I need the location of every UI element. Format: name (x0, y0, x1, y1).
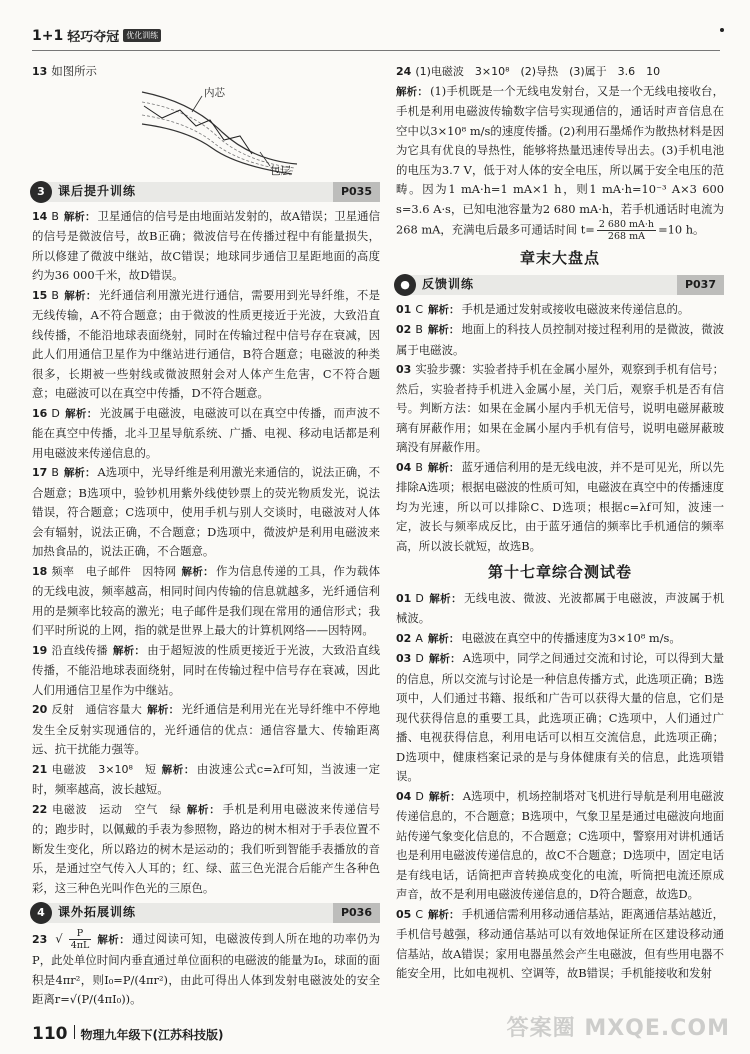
answer: A (415, 631, 423, 645)
test-05 (396, 905, 724, 984)
test-04 (396, 787, 724, 905)
question-number: 03 (396, 652, 412, 665)
question-number: 15 (32, 288, 48, 302)
question-14 (32, 207, 380, 286)
answer: D (415, 652, 424, 665)
analysis-text: 由于超短波的性质更接近于光波，大致沿直线传播，不能沿地球表面绕射，同时在传输过程中信号存在衰减，因此人们用通信卫星作为中继站。 (32, 642, 380, 697)
question-number: 20 (32, 703, 48, 716)
section-page: P035 (333, 182, 380, 202)
answer: 电磁波 3×10⁸ 短 (51, 762, 157, 776)
analysis-label: 解析： (428, 653, 461, 665)
analysis-text: 无线电波、微波、光波都属于电磁波，声波属于机械波。 (396, 590, 724, 625)
analysis-label: 解析： (186, 803, 221, 816)
question-number: 02 (396, 323, 412, 336)
question-16 (32, 404, 380, 464)
analysis-text: 卫星通信的信号是由地面站发射的，故A错误；卫星通信的信号是微波信号，故B正确；微波信号在传播过程中有能量损失，所以修建了微波中继站，故C错误；地球同步通信卫星距地面的高度约为36 000千米，故D错误。 (32, 208, 381, 282)
analysis-text: 作为信息传递的工具，作为载体的无线电波，频率越高，相同时间内传输的信息就越多，光纤通信利用的是频率比较高的激光；电子邮件是我们现在常用的通信形式；我们平时所说的上网，指的就是世界上最大的计算机网络——因特网。 (32, 563, 381, 637)
section-page: P037 (677, 275, 724, 295)
question-number: 23 (32, 932, 48, 946)
footer-divider (74, 1025, 75, 1039)
feedback-02 (396, 320, 724, 360)
question-number: 01 (396, 591, 412, 605)
question-20 (32, 700, 380, 760)
feedback-01 (396, 300, 724, 321)
question-number: 05 (396, 907, 412, 921)
section-feedback (396, 275, 724, 295)
section-after-class (32, 182, 380, 202)
question-number: 04 (396, 789, 412, 803)
chapter-review-title: 章末大盘点 (519, 249, 600, 267)
feedback-03 (396, 360, 724, 458)
question-number: 02 (396, 631, 412, 645)
left-column (32, 62, 380, 1010)
time-fraction (597, 219, 656, 242)
analysis-label: 解析： (181, 565, 215, 578)
chapter-test-title: 第十七章综合测试卷 (487, 563, 632, 581)
section-page: P036 (333, 903, 380, 923)
analysis-text: 光纤通信利用激光进行通信，需要用到光导纤维，不是无线传输，A不符合题意；由于微波的性质更接近于光波，大致沿直线传播，不能沿地球表面绕射，同时在传输过程中信号存在衰减，因此人们用通信卫星作为中继站进行通信，B符合题意；电磁波的种类很多，长期被一些射线或微波照射会对人体产生危害，C不符合题意；电磁波可以在真空中传播，D不符合题意。 (32, 287, 380, 400)
question-23 (32, 928, 380, 1010)
answer: 电磁波 运动 空气 绿 (51, 802, 182, 816)
section-title: 反馈训练 (422, 276, 475, 291)
logo-icon: 1+1 (32, 27, 64, 44)
question-number: 04 (396, 460, 412, 474)
analysis-text: 手机是通过发射或接收电磁波来传递信息的。 (461, 301, 690, 316)
analysis-label: 解析： (64, 407, 98, 420)
question-21 (32, 760, 380, 800)
analysis-tail: =10 h。 (658, 222, 705, 237)
analysis-label: 解析： (161, 763, 195, 776)
label-core: 内芯 (204, 86, 225, 99)
logo-text: 轻巧夺冠 (67, 30, 120, 45)
analysis-label: 解析： (396, 85, 429, 98)
question-number: 19 (32, 643, 48, 657)
analysis-text: A选项中，光导纤维是利用激光来通信的，说法正确，不合题意；B选项中，验钞机用紫外线使钞票上的荧光物质发光，说法错误，符合题意；C选项中，使用手机与别人交谈时，电磁波对人体会有辐射，说法正确，不合题意；D选项中，微波炉是利用电磁波来加热食品的，说法正确，不合题意。 (32, 465, 381, 558)
analysis-label: 解析： (427, 324, 460, 336)
question-number: 18 (32, 564, 48, 578)
analysis-label: 解析： (63, 289, 97, 302)
question-number: 17 (32, 466, 48, 479)
page-header (32, 26, 161, 45)
test-02 (396, 629, 724, 650)
answer: C (415, 302, 423, 316)
analysis-text: 手机是利用电磁波来传递信号的；跑步时，以佩戴的手表为参照物，路边的树木相对于手表位置不断发生变化，所以路边的树木是运动的；我们听到智能手表播放的音乐，是通过空气传入人耳的；红、绿、蓝三色光混合后能产生各种色彩，这三种色光叫作色光的三原色。 (32, 801, 380, 895)
analysis-text: 由波速公式c=λf可知，当波速一定时，频率越高，波长越短。 (32, 761, 380, 796)
question-number: 14 (32, 209, 48, 223)
section-extension (32, 903, 380, 923)
header-dot-icon (720, 28, 724, 32)
analysis-text: 手机通信需利用移动通信基站，距离通信基站越近，手机信号越强，移动通信基站可以有效地保证所在区建设移动通信基站，故A错误；家用电器虽然会产生电磁波，但有些用电器不能安全用，比如电视机、空调等，故B错误；手机能接收和发射 (396, 906, 724, 980)
answer: D (415, 591, 424, 605)
answer: D (51, 406, 60, 420)
fraction-denominator: 4πL (70, 940, 90, 951)
test-03 (396, 649, 724, 787)
analysis-label: 解析： (427, 632, 460, 645)
analysis-text: 地面上的科技人员控制对接过程利用的是微波，微波属于电磁波。 (396, 322, 724, 357)
sqrt-icon: √ (55, 931, 63, 946)
answer: B (51, 209, 59, 223)
test-01 (396, 589, 724, 629)
analysis-label: 解析： (427, 461, 460, 474)
section-title: 课后提升训练 (58, 183, 137, 198)
feedback-badge-icon: ● (394, 274, 416, 296)
answer: (1)电磁波 3×10⁸ (2)导热 (3)属于 3.6 10 (415, 65, 661, 78)
question-18 (32, 562, 380, 641)
answer: 频率 电子邮件 因特网 (51, 564, 177, 578)
analysis-text: 电磁波在真空中的传播速度为3×10⁸ m/s。 (461, 630, 681, 645)
answer: B (415, 460, 423, 474)
analysis-label: 解析： (428, 303, 460, 316)
book-title: 物理九年级下(江苏科技版) (80, 1028, 224, 1042)
answer: C (415, 907, 423, 921)
answer: 沿直线传播 (51, 643, 108, 657)
analysis-text: 实验步骤：实验者持手机在金属小屋外，观察到手机有信号；然后，实验者持手机进入金属小屋，关门后，观察手机是否有信号。判断方法：如果在金属小屋内手机无信号，说明电磁屏蔽玻璃有屏蔽作用；如果在金属小屋内手机有信号，说明电磁屏蔽玻璃没有屏蔽作用。 (396, 362, 724, 454)
answer: B (415, 323, 423, 336)
fraction-numerator: P (69, 928, 92, 940)
analysis-text: 蓝牙通信利用的是无线电波，并不是可见光，所以先排除A选项；根据电磁波的性质可知，电磁波在真空中的传播速度均为光速，所以可以排除C、D选项；根据c=λf可知，波速一定，波长与频率成反比，由于蓝牙通信的频率比手机通信的频率高，所以波长就短，故选B。 (396, 459, 724, 553)
answer: 反射 通信容量大 (51, 703, 143, 716)
feedback-04 (396, 458, 724, 557)
section-badge: 3 (30, 181, 52, 203)
analysis-text: 光纤通信是利用光在光导纤维中不停地发生全反射实现通信的，光纤通信的优点：通信容量大、传输距离远、抗干扰能力强等。 (32, 702, 381, 756)
fraction-denominator: 268 mA (607, 231, 645, 242)
header-divider (32, 50, 720, 51)
question-number: 21 (32, 762, 48, 776)
question-number: 13 (32, 65, 48, 78)
analysis-text: 光波属于电磁波，电磁波可以在真空中传播，而声波不能在真空中传播，北斗卫星导航系统、广播、电视、移动电话都是利用电磁波来传递信息的。 (32, 405, 380, 460)
question-22 (32, 800, 380, 899)
analysis-label: 解析： (97, 933, 131, 946)
optical-fiber-diagram (32, 82, 380, 177)
label-cladding: 包层 (270, 164, 291, 177)
question-number: 03 (396, 363, 412, 376)
question-15 (32, 286, 380, 404)
question-19 (32, 641, 380, 701)
question-number: 22 (32, 802, 48, 816)
question-24 (396, 62, 724, 242)
analysis-label: 解析： (428, 790, 461, 803)
analysis-label: 解析： (428, 908, 460, 921)
analysis-text: (1)手机既是一个无线电发射台，又是一个无线电接收台，手机是利用电磁波传输数字信号实现通信的，通话时声音信息在空中以3×10⁸ m/s的速度传播。(2)利用石墨烯作为散热材料是因为它具有优良的导热性，能够将热量迅速传导出去。(3)手机电池的电压为3.7 V，低于对人体的安全电压，所以属于安全电压的范畴。因为1 mA·h=1 mA×1 h，则1 mA·h=10⁻³ A×3 600 s=3.6 A·s，已知电池容量为2 680 mA·h，若手机通话时电流为268 mA，充满电后最多可通话时间 t= (396, 83, 725, 237)
page-number: 110 (32, 1024, 68, 1044)
question-17 (32, 463, 380, 562)
question-number: 16 (32, 406, 48, 420)
analysis-text: 通过阅读可知，电磁波传到人所在地的功率仍为P，此处单位时间内垂直通过单位面积的电磁波的能量为I₀，球面的面积是4πr²，则I₀=P/(4πr²)，由此可得出人体到发射电磁波处的安全距离r=√(P/(4πI₀))。 (32, 931, 381, 1006)
page-footer (32, 1024, 223, 1044)
section-title: 课外拓展训练 (58, 905, 137, 920)
answer-fraction (69, 928, 92, 951)
question-number: 01 (396, 302, 412, 316)
fraction-numerator: 2 680 mA·h (598, 219, 655, 230)
analysis-text: A选项中，机场控制塔对飞机进行导航是利用电磁波传递信息的，不合题意；B选项中，气象卫星是通过电磁波向地面站传递气象变化信息的，不合题意；C选项中，警察用对讲机通话也是利用电磁波传递信息的，故C不合题意；D选项中，固定电话是有线电话，话筒把声音转换成变化的电流，听筒把电流还原成声音，故不是利用电磁波传递信息的，D符合题意，故选D。 (396, 788, 725, 901)
analysis-label: 解析： (63, 467, 96, 479)
watermark: 答案圈 MXQE.COM (506, 1016, 730, 1041)
answer: D (415, 789, 424, 803)
analysis-label: 解析： (428, 592, 463, 605)
answer: B (51, 288, 59, 302)
answer: B (51, 466, 59, 479)
analysis-label: 解析： (147, 704, 180, 716)
logo-subtitle: 优化训练 (123, 29, 161, 42)
question-13 (32, 62, 380, 82)
analysis-text: A选项中，同学之间通过交流和讨论，可以得到大量的信息，所以交流与讨论是一种信息传播方式，此选项正确；B选项中，人们通过书籍、报纸和广告可以获得大量的信息，它们是现代获得信息的重要工具，此选项正确；C选项中，人们通过广播、电视获得信息，利用电话可以相互交流信息，此选项正确；D选项中，健康档案记录的是与身体健康有关的信息，此选项错误。 (396, 651, 725, 783)
analysis-label: 解析： (63, 210, 96, 223)
right-column (396, 62, 724, 984)
section-badge: 4 (30, 902, 52, 924)
answer-text: 如图所示 (51, 64, 97, 78)
question-number: 24 (396, 65, 412, 78)
analysis-label: 解析： (112, 644, 146, 657)
